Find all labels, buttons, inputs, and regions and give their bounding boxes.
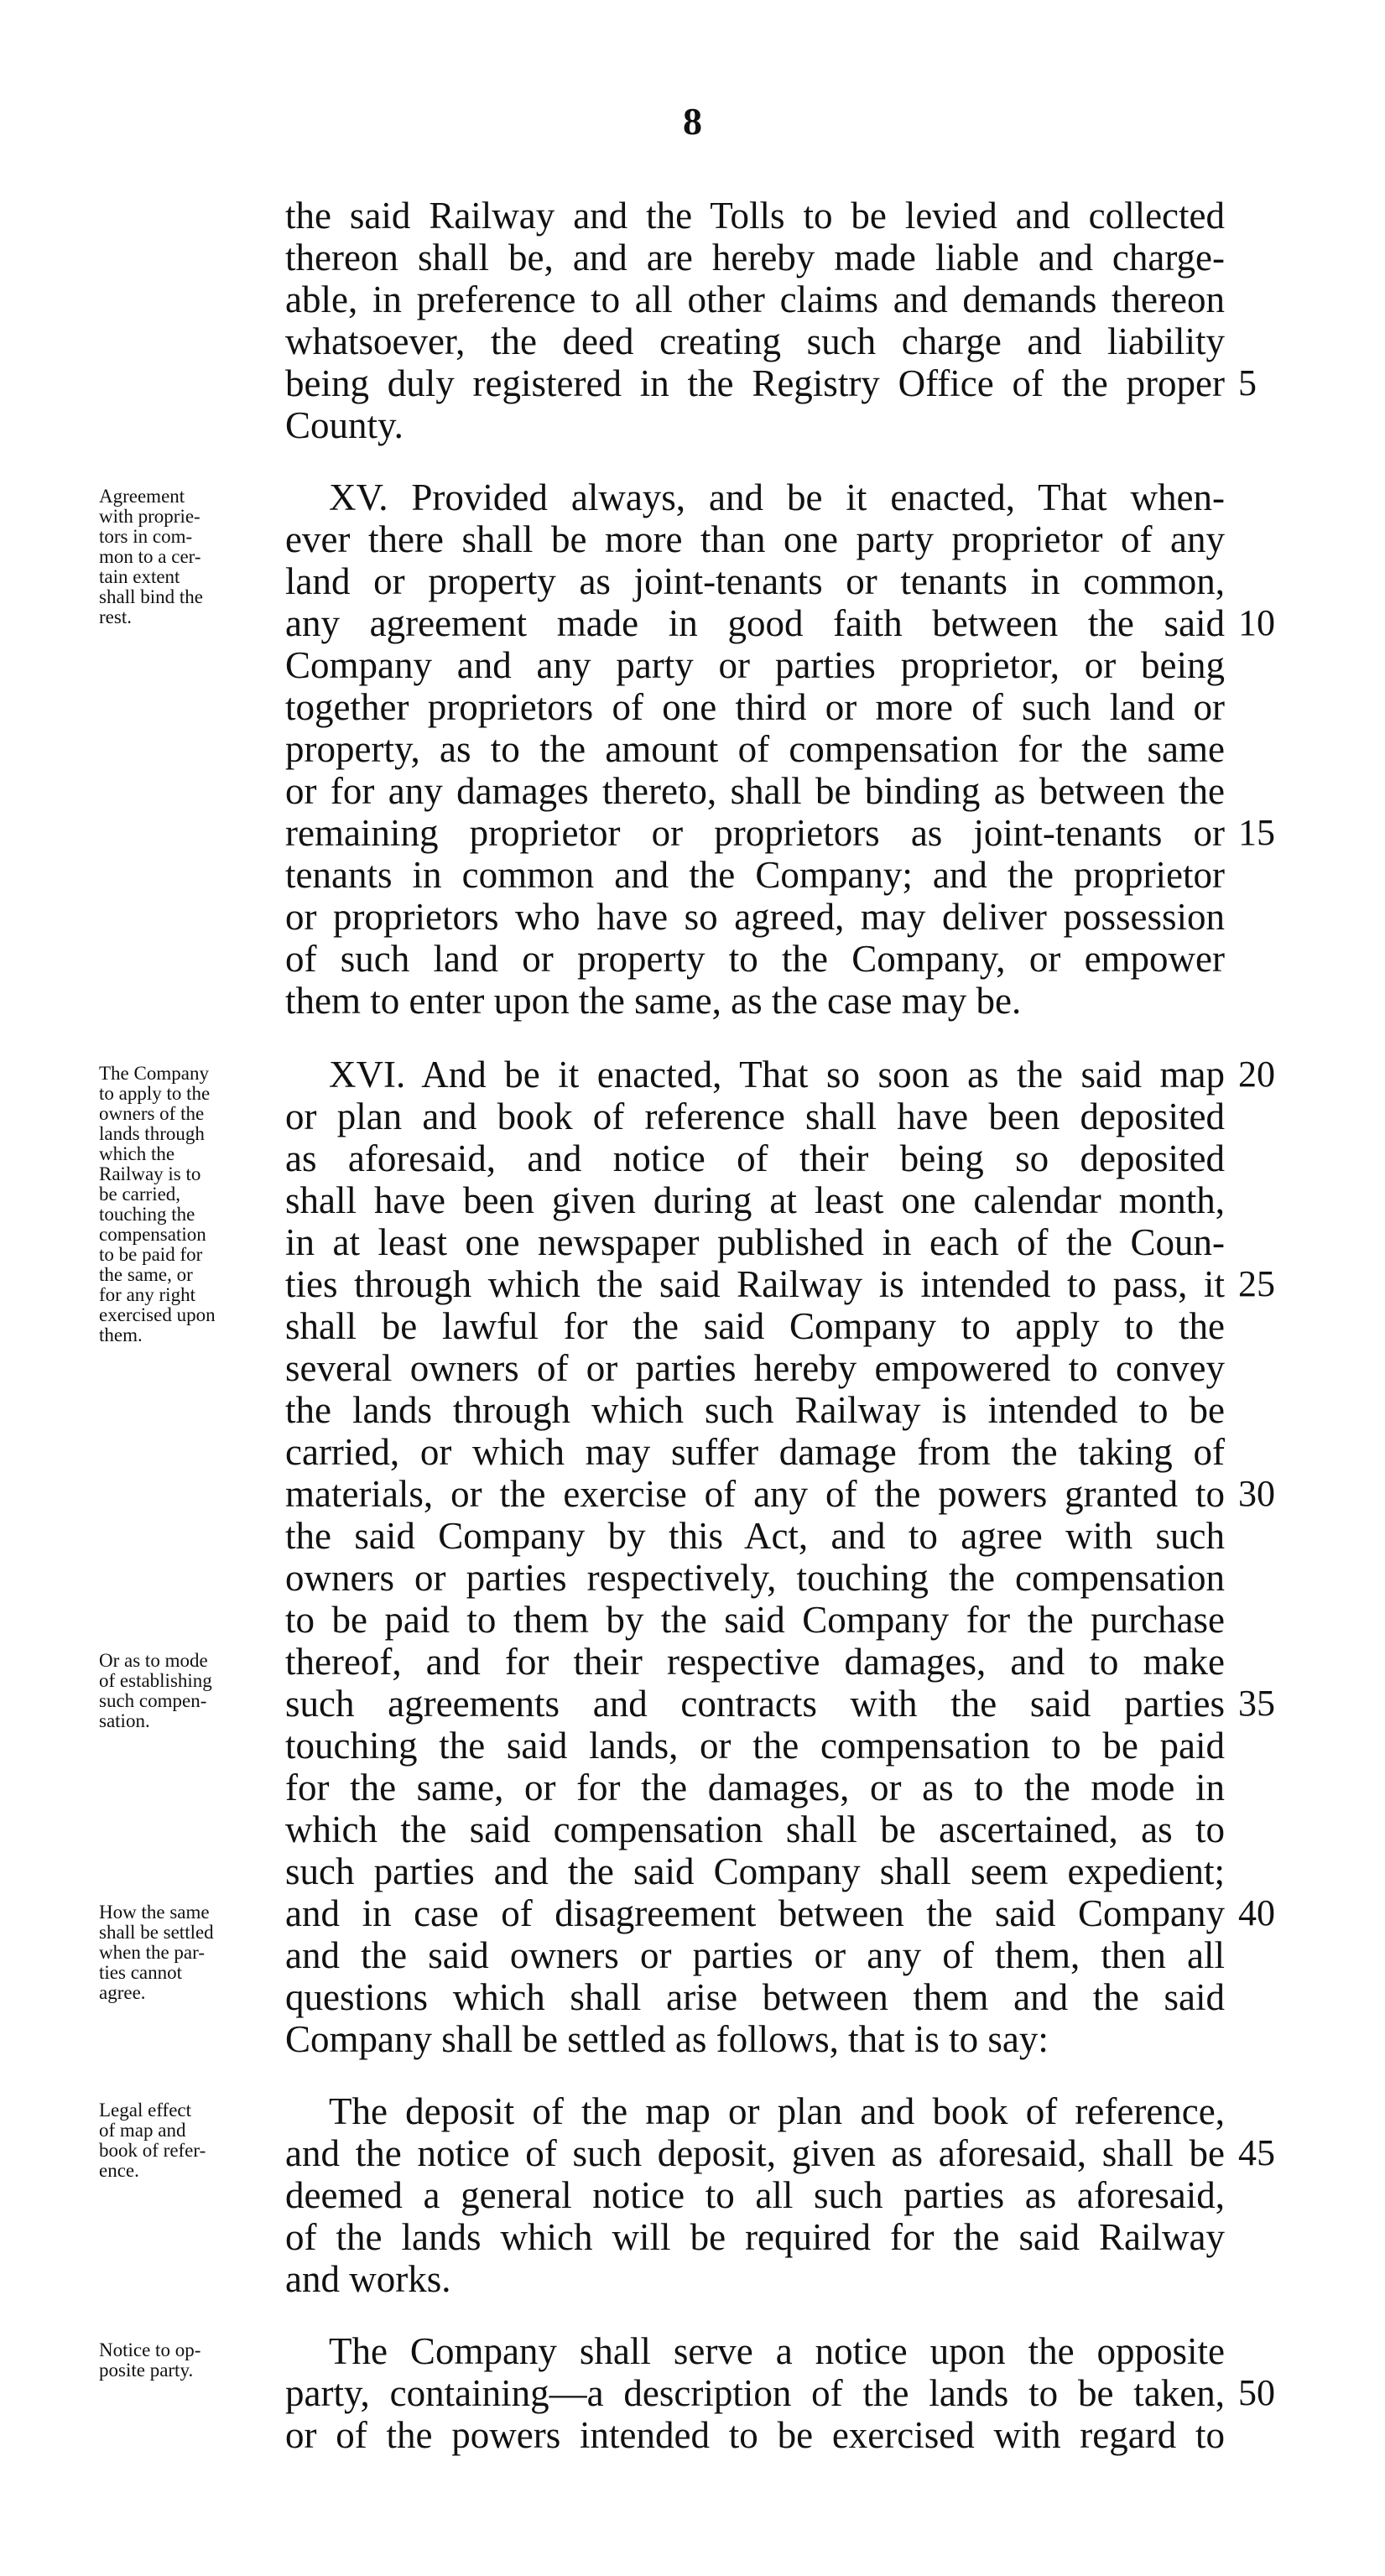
line-number: 20 [1238,1054,1275,1095]
text-line: Company and any party or parties proprietor, or being [285,644,1225,686]
text-line: of such land or property to the Company, or empower [285,938,1225,980]
text-line: shall have been given during at least one calendar month, [285,1179,1225,1221]
margin-note-line: compensation [99,1224,206,1245]
text-line: land or property as joint-tenants or tenants in common, [285,560,1225,602]
margin-note-line: book of refer- [99,2140,206,2161]
text-line: several owners of or parties hereby empowered to convey [285,1347,1225,1389]
section-heading-xvi: XVI. And be it enacted, That so soon as the said map [329,1054,1225,1095]
text-line: shall be lawful for the said Company to apply to the [285,1305,1225,1347]
text-line: the lands through which such Railway is intended to be [285,1389,1225,1431]
text-line: to be paid to them by the said Company for the purchase [285,1599,1225,1641]
text-line: owners or parties respectively, touching the compensation [285,1557,1225,1599]
text-line: questions which shall arise between them and the said [285,1976,1225,2018]
margin-note-line: which the [99,1143,175,1164]
page-number: 8 [683,100,702,143]
margin-note-line: How the same [99,1902,210,1923]
text-line: such agreements and contracts with the said parties [285,1683,1225,1725]
line-number: 45 [1238,2132,1275,2173]
margin-note-line: Legal effect [99,2100,192,2121]
margin-note-line: ties cannot [99,1962,182,1983]
margin-note-mode [99,1651,279,1731]
margin-note-settled [99,1902,279,2003]
text-line: party, containing—a description of the lands to be taken, [285,2372,1225,2414]
margin-note-line: of establishing [99,1670,212,1691]
text-line: tenants in common and the Company; and the proprietor [285,854,1225,896]
text-line: the said Railway and the Tolls to be levied and collected [285,195,1225,237]
margin-note-line: mon to a cer- [99,546,201,567]
margin-note-line: Or as to mode [99,1650,208,1671]
text-line: thereof, and for their respective damages, and to make [285,1641,1225,1683]
margin-note-line: to be paid for [99,1244,203,1265]
line-number: 25 [1238,1263,1275,1304]
text-line: and the notice of such deposit, given as aforesaid, shall be [285,2132,1225,2174]
margin-note-line: the same, or [99,1264,193,1285]
margin-note-line: tors in com- [99,526,193,547]
margin-note-legal-effect [99,2100,279,2181]
margin-note-line: sation. [99,1710,150,1731]
text-line: The deposit of the map or plan and book of reference, [329,2090,1225,2132]
margin-note-line: be carried, [99,1184,181,1205]
line-number: 40 [1238,1892,1275,1933]
margin-note-line: owners of the [99,1103,205,1124]
text-line: Company shall be settled as follows, that is to say: [285,2018,1049,2060]
margin-note-line: lands through [99,1123,205,1144]
margin-note-line: for any right [99,1284,195,1305]
text-line: together proprietors of one third or more of such land or [285,686,1225,728]
line-number: 15 [1238,812,1275,853]
section-heading-xv: XV. Provided always, and be it enacted, That when- [329,476,1225,518]
margin-note-notice [99,2340,279,2381]
margin-note-line: with proprie- [99,506,200,527]
margin-note-line: exercised upon [99,1304,216,1325]
text-line: or of the powers intended to be exercised with regard to [285,2414,1225,2456]
text-line: being duly registered in the Registry Office of the proper [285,362,1225,404]
margin-note-line: shall bind the [99,586,203,607]
line-number: 50 [1238,2372,1275,2413]
margin-note-line: when the par- [99,1942,205,1963]
text-line: for the same, or for the damages, or as to the mode in [285,1767,1225,1808]
margin-note-line: touching the [99,1204,195,1225]
text-line: The Company shall serve a notice upon the opposite [329,2330,1225,2372]
margin-note-line: agree. [99,1982,146,2003]
text-line: and works. [285,2258,451,2300]
text-line: as aforesaid, and notice of their being so deposited [285,1137,1225,1179]
text-line: in at least one newspaper published in each of the Coun- [285,1221,1225,1263]
margin-note-line: shall be settled [99,1922,214,1943]
text-line: deemed a general notice to all such parties as aforesaid, [285,2174,1225,2216]
text-line: property, as to the amount of compensation for the same [285,728,1225,770]
text-line: able, in preference to all other claims and demands thereon [285,278,1225,320]
margin-note-line: Agreement [99,486,185,507]
text-line: which the said compensation shall be ascertained, as to [285,1808,1225,1850]
margin-note-line: rest. [99,606,132,627]
margin-note-line: them. [99,1324,143,1345]
text-line: carried, or which may suffer damage from the taking of [285,1431,1225,1473]
text-line: or proprietors who have so agreed, may deliver possession [285,896,1225,938]
text-line: ties through which the said Railway is intended to pass, it [285,1263,1225,1305]
line-number: 5 [1238,362,1257,403]
margin-note-line: to apply to the [99,1083,211,1104]
text-line: of the lands which will be required for the said Railway [285,2216,1225,2258]
text-line: whatsoever, the deed creating such charge and liability [285,320,1225,362]
margin-note-line: tain extent [99,566,180,587]
margin-note-line: ence. [99,2160,139,2181]
margin-note-agreement [99,487,279,627]
margin-note-line: Railway is to [99,1163,201,1184]
text-line: such parties and the said Company shall seem expedient; [285,1850,1225,1892]
line-number: 35 [1238,1683,1275,1724]
text-line: them to enter upon the same, as the case may be. [285,980,1022,1022]
margin-note-line: of map and [99,2120,186,2141]
margin-note-company-apply [99,1064,279,1345]
text-line: ever there shall be more than one party proprietor of any [285,518,1225,560]
text-line: and the said owners or parties or any of them, then all [285,1934,1225,1976]
line-number: 10 [1238,602,1275,643]
text-line: touching the said lands, or the compensation to be paid [285,1725,1225,1767]
margin-note-line: The Company [99,1063,209,1084]
margin-note-line: posite party. [99,2360,194,2381]
text-line: County. [285,404,404,446]
text-line: materials, or the exercise of any of the powers granted to [285,1473,1225,1515]
text-line: or for any damages thereto, shall be binding as between the [285,770,1225,812]
margin-note-line: Notice to op- [99,2339,201,2360]
text-line: and in case of disagreement between the said Company [285,1892,1225,1934]
text-line: remaining proprietor or proprietors as joint-tenants or [285,812,1225,854]
text-line: or plan and book of reference shall have been deposited [285,1095,1225,1137]
text-line: thereon shall be, and are hereby made liable and charge- [285,237,1225,278]
text-line: the said Company by this Act, and to agree with such [285,1515,1225,1557]
line-number: 30 [1238,1473,1275,1514]
text-line: any agreement made in good faith between the said [285,602,1225,644]
margin-note-line: such compen- [99,1690,207,1711]
